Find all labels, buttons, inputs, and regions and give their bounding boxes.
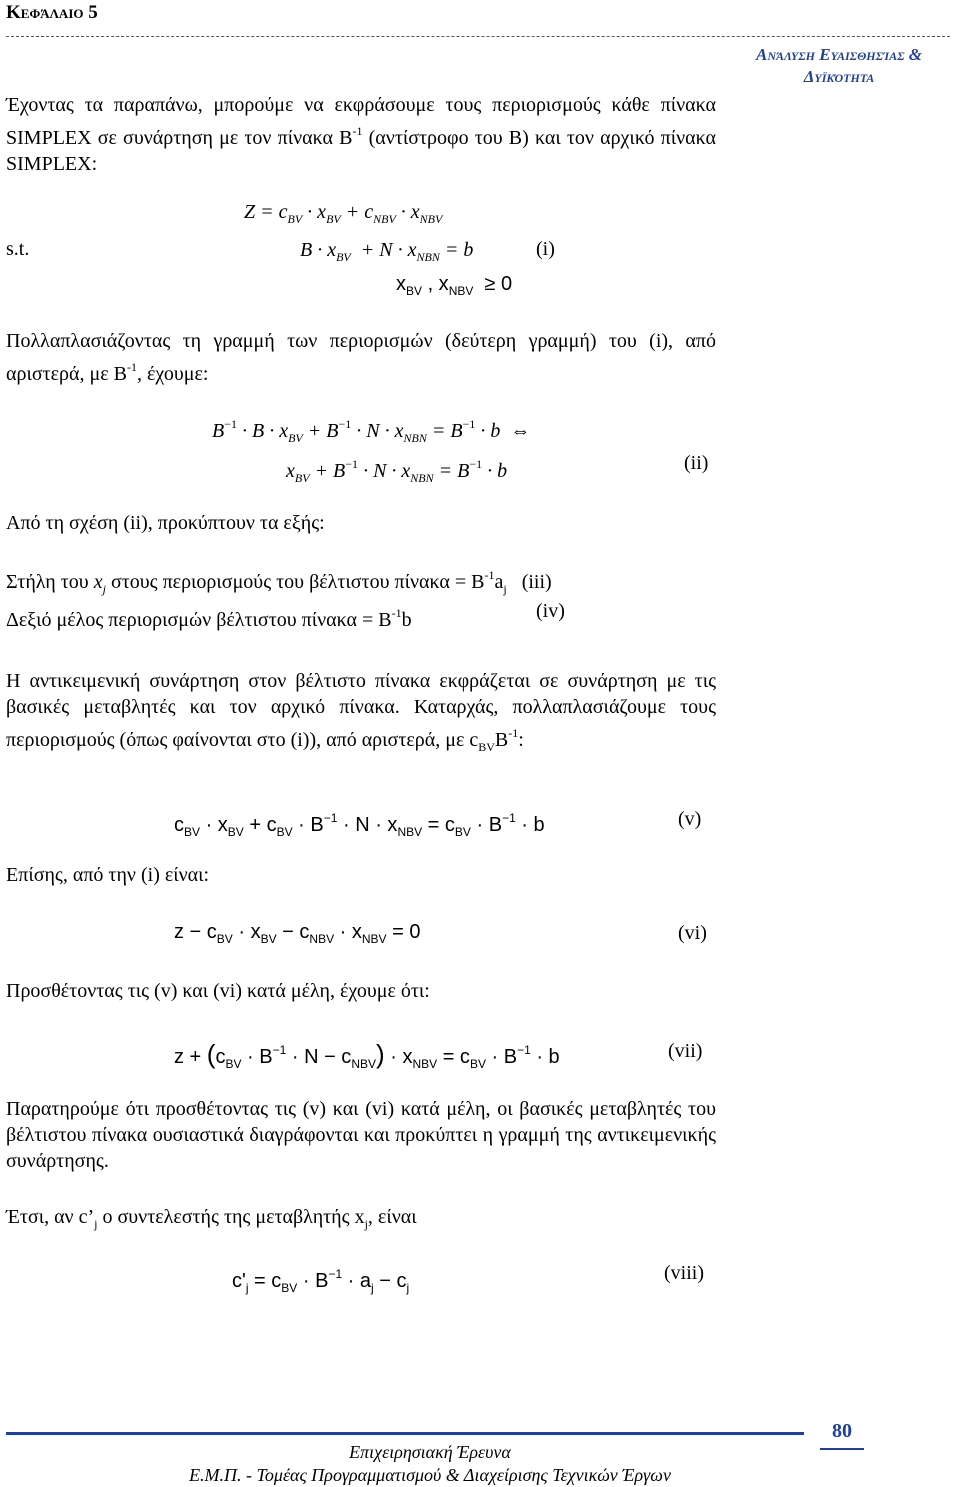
p5-sup: -1 [391, 606, 402, 620]
paragraph-thus [6, 1204, 716, 1237]
equation-objective: $Z = c_{BV} \cdot x_{BV} + c_{NBV} \cdot x_{NBV}$ [244, 201, 443, 226]
p6-b: B [494, 729, 509, 751]
p6-tail: : [518, 729, 524, 751]
section-heading-line2: Δυϊκότητα [803, 67, 875, 86]
label-viii: (viii) [664, 1262, 704, 1284]
label-ii: (ii) [684, 452, 709, 474]
equation-nonnegativity: $x_{BV}$ , $x_{NBV} \ge 0$ [396, 273, 513, 298]
equation-vii: $z + (c_{BV} \cdot B^{-1} \cdot N - c_{NBV}) \cdot x_{NBV} = c_{BV} \cdot B^{-1} \cdot b$ [174, 1039, 560, 1071]
p10-xj: j [364, 1217, 368, 1231]
page-number: 80 [832, 1420, 852, 1442]
p4-cj: j [503, 582, 507, 596]
section-heading-line1: Ανάλυση Ευαισθησίας & [755, 45, 923, 64]
p6-text: Η αντικειμενική συνάρτηση στον βέλτιστο πίνακα εκφράζεται σε συνάρτηση με τις βασικές μεταβλητές και τον αρχικό πίνακα. Καταρχάς, πολλαπλασιάζουμε τους περιορισμούς (όπως φαίνονται στο (i)), από αριστερά, με c [6, 670, 716, 751]
p6-sub: BV [478, 740, 495, 754]
label-vii: (vii) [668, 1040, 703, 1062]
p2-sup: -1 [126, 360, 137, 374]
paragraph-intro [6, 92, 716, 177]
p10-a: Έτσι, αν c’ [6, 1206, 95, 1228]
p10-b: ο συντελεστής της μεταβλητής x [97, 1206, 365, 1228]
p2-tail: , έχουμε: [136, 363, 209, 385]
footer-rule [6, 1432, 804, 1435]
label-iv: (iv) [536, 600, 565, 622]
p5-b: b [401, 609, 412, 631]
p1-sup: -1 [352, 124, 363, 138]
p4-b: στους περιορισμούς του βέλτιστου πίνακα = B [105, 571, 485, 593]
paragraph-observe: Παρατηρούμε ότι προσθέτοντας τις (v) και (vi) κατά μέλη, οι βασικές μεταβλητές του βέλτιστου πίνακα ουσιαστικά διαγράφονται και προκύπτει η γραμμή της αντικειμενικής συνάρτησης. [6, 1098, 716, 1172]
header-rule [6, 36, 950, 37]
p2-text: Πολλαπλασιάζοντας τη γραμμή των περιορισμών (δεύτερη γραμμή) του (i), από αριστερά, με B [6, 330, 716, 385]
label-vi: (vi) [678, 922, 707, 944]
paragraph-rhs [6, 600, 716, 633]
paragraph-objective [6, 668, 716, 760]
label-i: (i) [536, 238, 555, 260]
p4-x: x [93, 571, 103, 593]
p4-a: Στήλη του [6, 571, 94, 593]
paragraph-also: Επίσης, από την (i) είναι: [6, 864, 210, 886]
equation-vi: $z - c_{BV} \cdot x_{BV} - c_{NBV} \cdot x_{NBV} = 0$ [174, 921, 421, 946]
label-iii: (iii) [521, 571, 552, 593]
equation-viii: $c'_j = c_{BV} \cdot B^{-1} \cdot a_j - c_j$ [232, 1267, 410, 1295]
equation-ii-line1: $B^{-1} \cdot B \cdot x_{BV} + B^{-1} \cdot N \cdot x_{NBN} = B^{-1} \cdot b$ ⇔ [212, 417, 531, 445]
p1-tail: (αντίστροφο του B) και τον αρχικό πίνακα SIMPLEX: [6, 127, 716, 175]
p10-j: j [94, 1217, 98, 1231]
equation-constraints: $B \cdot x_{BV} + N \cdot x_{NBN} = b$ [300, 239, 474, 264]
p6-sup: -1 [508, 726, 519, 740]
p4-sup: -1 [484, 568, 495, 582]
p1-text: Έχοντας τα παραπάνω, μπορούμε να εκφράσουμε τους περιορισμούς κάθε πίνακα SIMPLEX σε συνάρτηση με τον πίνακα B [6, 94, 716, 149]
section-heading [725, 44, 953, 88]
equation-ii-line2: $x_{BV} + B^{-1} \cdot N \cdot x_{NBN} = B^{-1} \cdot b$ [286, 457, 508, 485]
p5-a: Δεξιό μέλος περιορισμών βέλτιστου πίνακα = B [6, 609, 392, 631]
p4-j: j [102, 582, 106, 596]
label-v: (v) [678, 808, 702, 830]
paragraph-multiply [6, 328, 716, 387]
chapter-heading: Κεφάλαιο 5 [6, 2, 98, 23]
paragraph-relation: Από τη σχέση (ii), προκύπτουν τα εξής: [6, 512, 325, 534]
p10-c: , είναι [367, 1206, 417, 1228]
footer-title: Επιχειρησιακή Έρευνα [349, 1442, 511, 1462]
paragraph-adding: Προσθέτοντας τις (v) και (vi) κατά μέλη, έχουμε ότι: [6, 980, 430, 1002]
footer-subtitle: Ε.Μ.Π. - Τομέας Προγραμματισμού & Διαχείρισης Τεχνικών Έργων [189, 1465, 671, 1485]
st-label: s.t. [6, 238, 30, 260]
paragraph-column [6, 562, 716, 602]
p4-c: a [494, 571, 504, 593]
equation-v: $c_{BV} \cdot x_{BV} + c_{BV} \cdot B^{-1} \cdot N \cdot x_{NBV} = c_{BV} \cdot B^{-1} \cdot b$ [174, 811, 545, 839]
